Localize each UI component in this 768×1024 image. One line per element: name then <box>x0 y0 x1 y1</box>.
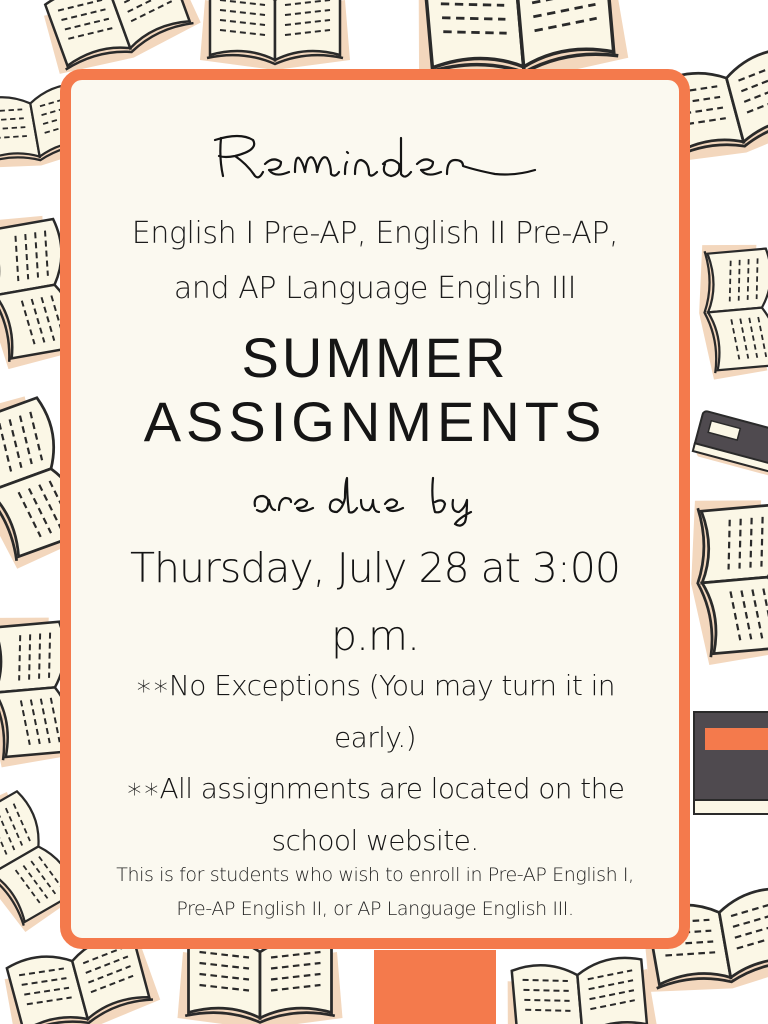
due-date-text: Thursday, July 28 at 3:00 p.m. <box>130 544 620 660</box>
open-book-icon <box>684 494 768 666</box>
open-book-icon <box>178 937 343 1024</box>
are-due-by-handwriting <box>235 468 515 528</box>
closed-book-icon <box>694 712 768 814</box>
reminder-card <box>60 69 690 949</box>
courses-text: English I Pre-AP, English II Pre-AP, and AP Language English III <box>131 216 619 306</box>
headline-line-2: ASSIGNMENTS <box>143 390 607 453</box>
assignments-location-note: ∗∗All assignments are located on the school website. <box>125 772 625 857</box>
reminder-script-title <box>71 118 679 188</box>
are-due-by-script <box>71 468 679 528</box>
no-exceptions-note: ∗∗No Exceptions (You may turn it in early.) <box>135 669 615 754</box>
closed-book-icon <box>692 410 768 477</box>
headline-line-1: SUMMER <box>241 326 509 389</box>
open-book-icon <box>200 0 350 70</box>
sign-post <box>374 950 496 1024</box>
eligibility-note: This is for students who wish to enroll in Pre-AP English I, Pre-AP English II, or AP Language English III. <box>116 864 634 920</box>
summer-assignments-headline <box>71 326 679 454</box>
reminder-handwriting <box>195 118 555 188</box>
open-book-icon <box>693 239 768 380</box>
open-book-icon <box>502 955 659 1024</box>
